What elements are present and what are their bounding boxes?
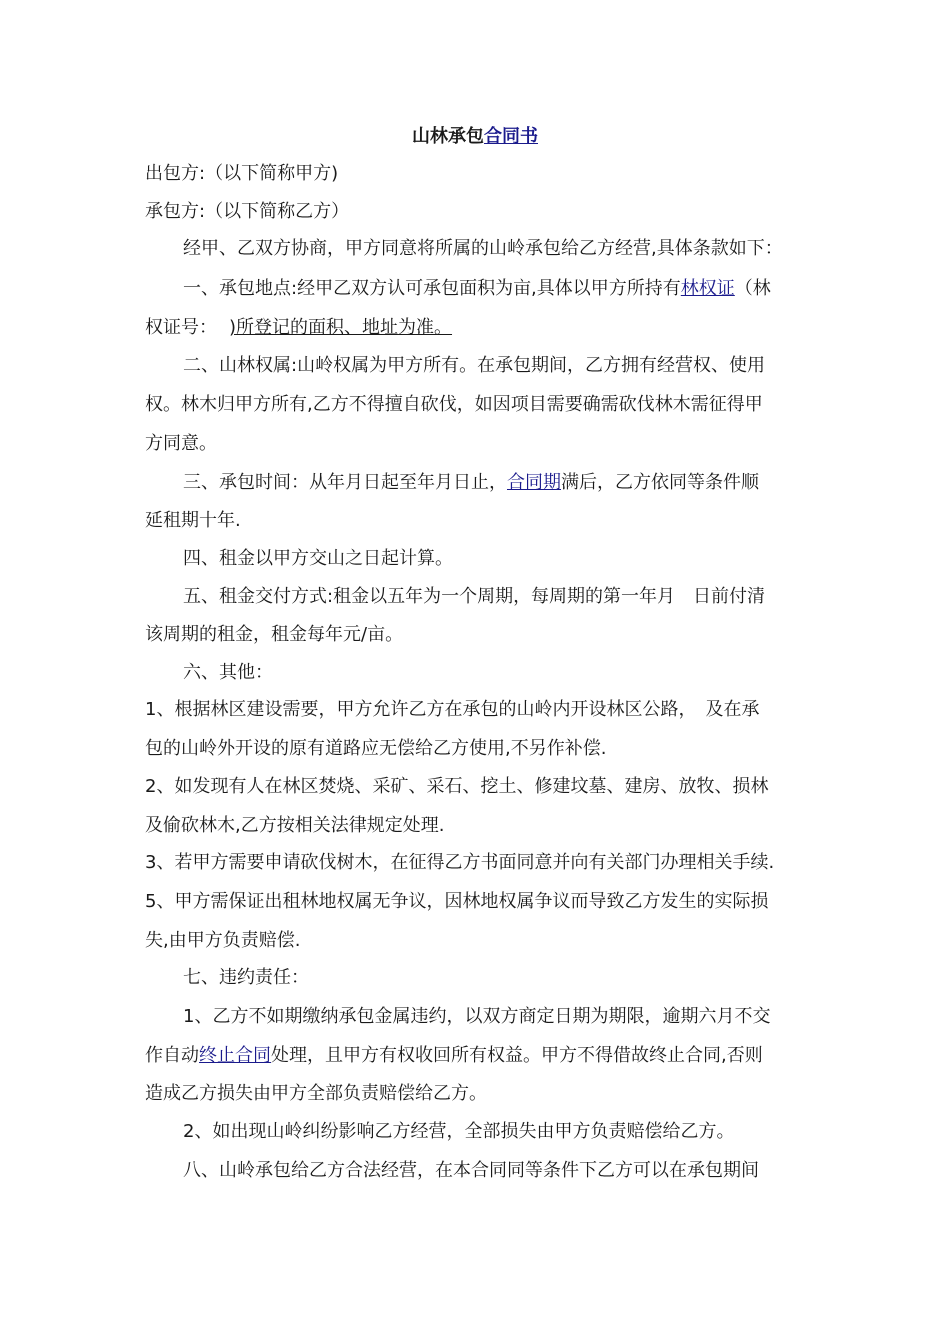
title-text: 山林承包 [412,126,484,147]
line-24-text-a: 作自动 [145,1045,199,1066]
line-8: 方同意。 [145,433,217,454]
line-24 [145,1044,763,1068]
line-27: 八、山岭承包给乙方合法经营，在本合同同等条件下乙方可以在承包期间 [183,1160,759,1181]
line-11: 四、租金以甲方交山之日起计算。 [183,548,453,569]
line-5-underlined: )所登记的面积、地址为准。 [229,317,453,338]
line-4-text-a: 一、承包地点:经甲乙双方认可承包面积为亩,具体以甲方所持有 [183,278,681,299]
line-24-text-b: 处理，且甲方有权收回所有权益。甲方不得借故终止合同,否则 [271,1045,763,1066]
line-22: 七、违约责任： [183,967,309,988]
line-4 [183,277,771,301]
line-4-text-b: （林 [734,278,771,299]
line-18: 及偷砍林木,乙方按相关法律规定处理. [145,815,445,836]
line-2: 承包方:（以下简称乙方） [145,201,350,222]
line-23: 1、乙方不如期缴纳承包金属违约，以双方商定日期为期限，逾期六月不交 [183,1006,771,1027]
terminate-contract-link[interactable]: 终止合同 [199,1045,271,1066]
line-9-text-a: 三、承包时间：从年月日起至年月日止， [183,472,507,493]
line-15: 1、根据林区建设需要，甲方允许乙方在承包的山岭内开设林区公路， 及在承 [145,699,760,720]
line-7: 权。林木归甲方所有,乙方不得擅自砍伐，如因项目需要确需砍伐林木需征得甲 [145,394,763,415]
line-5 [145,316,452,340]
contract-period-link[interactable]: 合同期 [507,472,561,493]
document-title [0,125,950,149]
line-9 [183,471,759,495]
title-link[interactable]: 合同书 [484,126,538,147]
line-5-text-a: 权证号： [145,317,217,338]
line-14: 六、其他： [183,662,273,683]
line-10: 延租期十年. [145,510,241,531]
line-1: 出包方:（以下简称甲方) [145,163,339,184]
line-12: 五、租金交付方式:租金以五年为一个周期，每周期的第一年月 日前付清 [183,586,766,607]
line-13: 该周期的租金，租金每年元/亩。 [145,624,404,645]
line-19: 3、若甲方需要申请砍伐树木，在征得乙方书面同意并向有关部门办理相关手续. [145,852,775,873]
line-9-text-b: 满后，乙方依同等条件顺 [561,472,759,493]
line-16: 包的山岭外开设的原有道路应无偿给乙方使用,不另作补偿. [145,738,607,759]
line-3: 经甲、乙双方协商，甲方同意将所属的山岭承包给乙方经营,具体条款如下： [183,238,783,259]
forest-certificate-link[interactable]: 林权证 [680,278,735,299]
line-25: 造成乙方损失由甲方全部负责赔偿给乙方。 [145,1083,487,1104]
line-6: 二、山林权属:山岭权属为甲方所有。在承包期间，乙方拥有经营权、使用 [183,355,766,376]
line-20: 5、甲方需保证出租林地权属无争议，因林地权属争议而导致乙方发生的实际损 [145,891,769,912]
line-26: 2、如出现山岭纠纷影响乙方经营，全部损失由甲方负责赔偿给乙方。 [183,1121,735,1142]
line-21: 失,由甲方负责赔偿. [145,930,301,951]
line-17: 2、如发现有人在林区焚烧、采矿、采石、挖土、修建坟墓、建房、放牧、损林 [145,776,769,797]
